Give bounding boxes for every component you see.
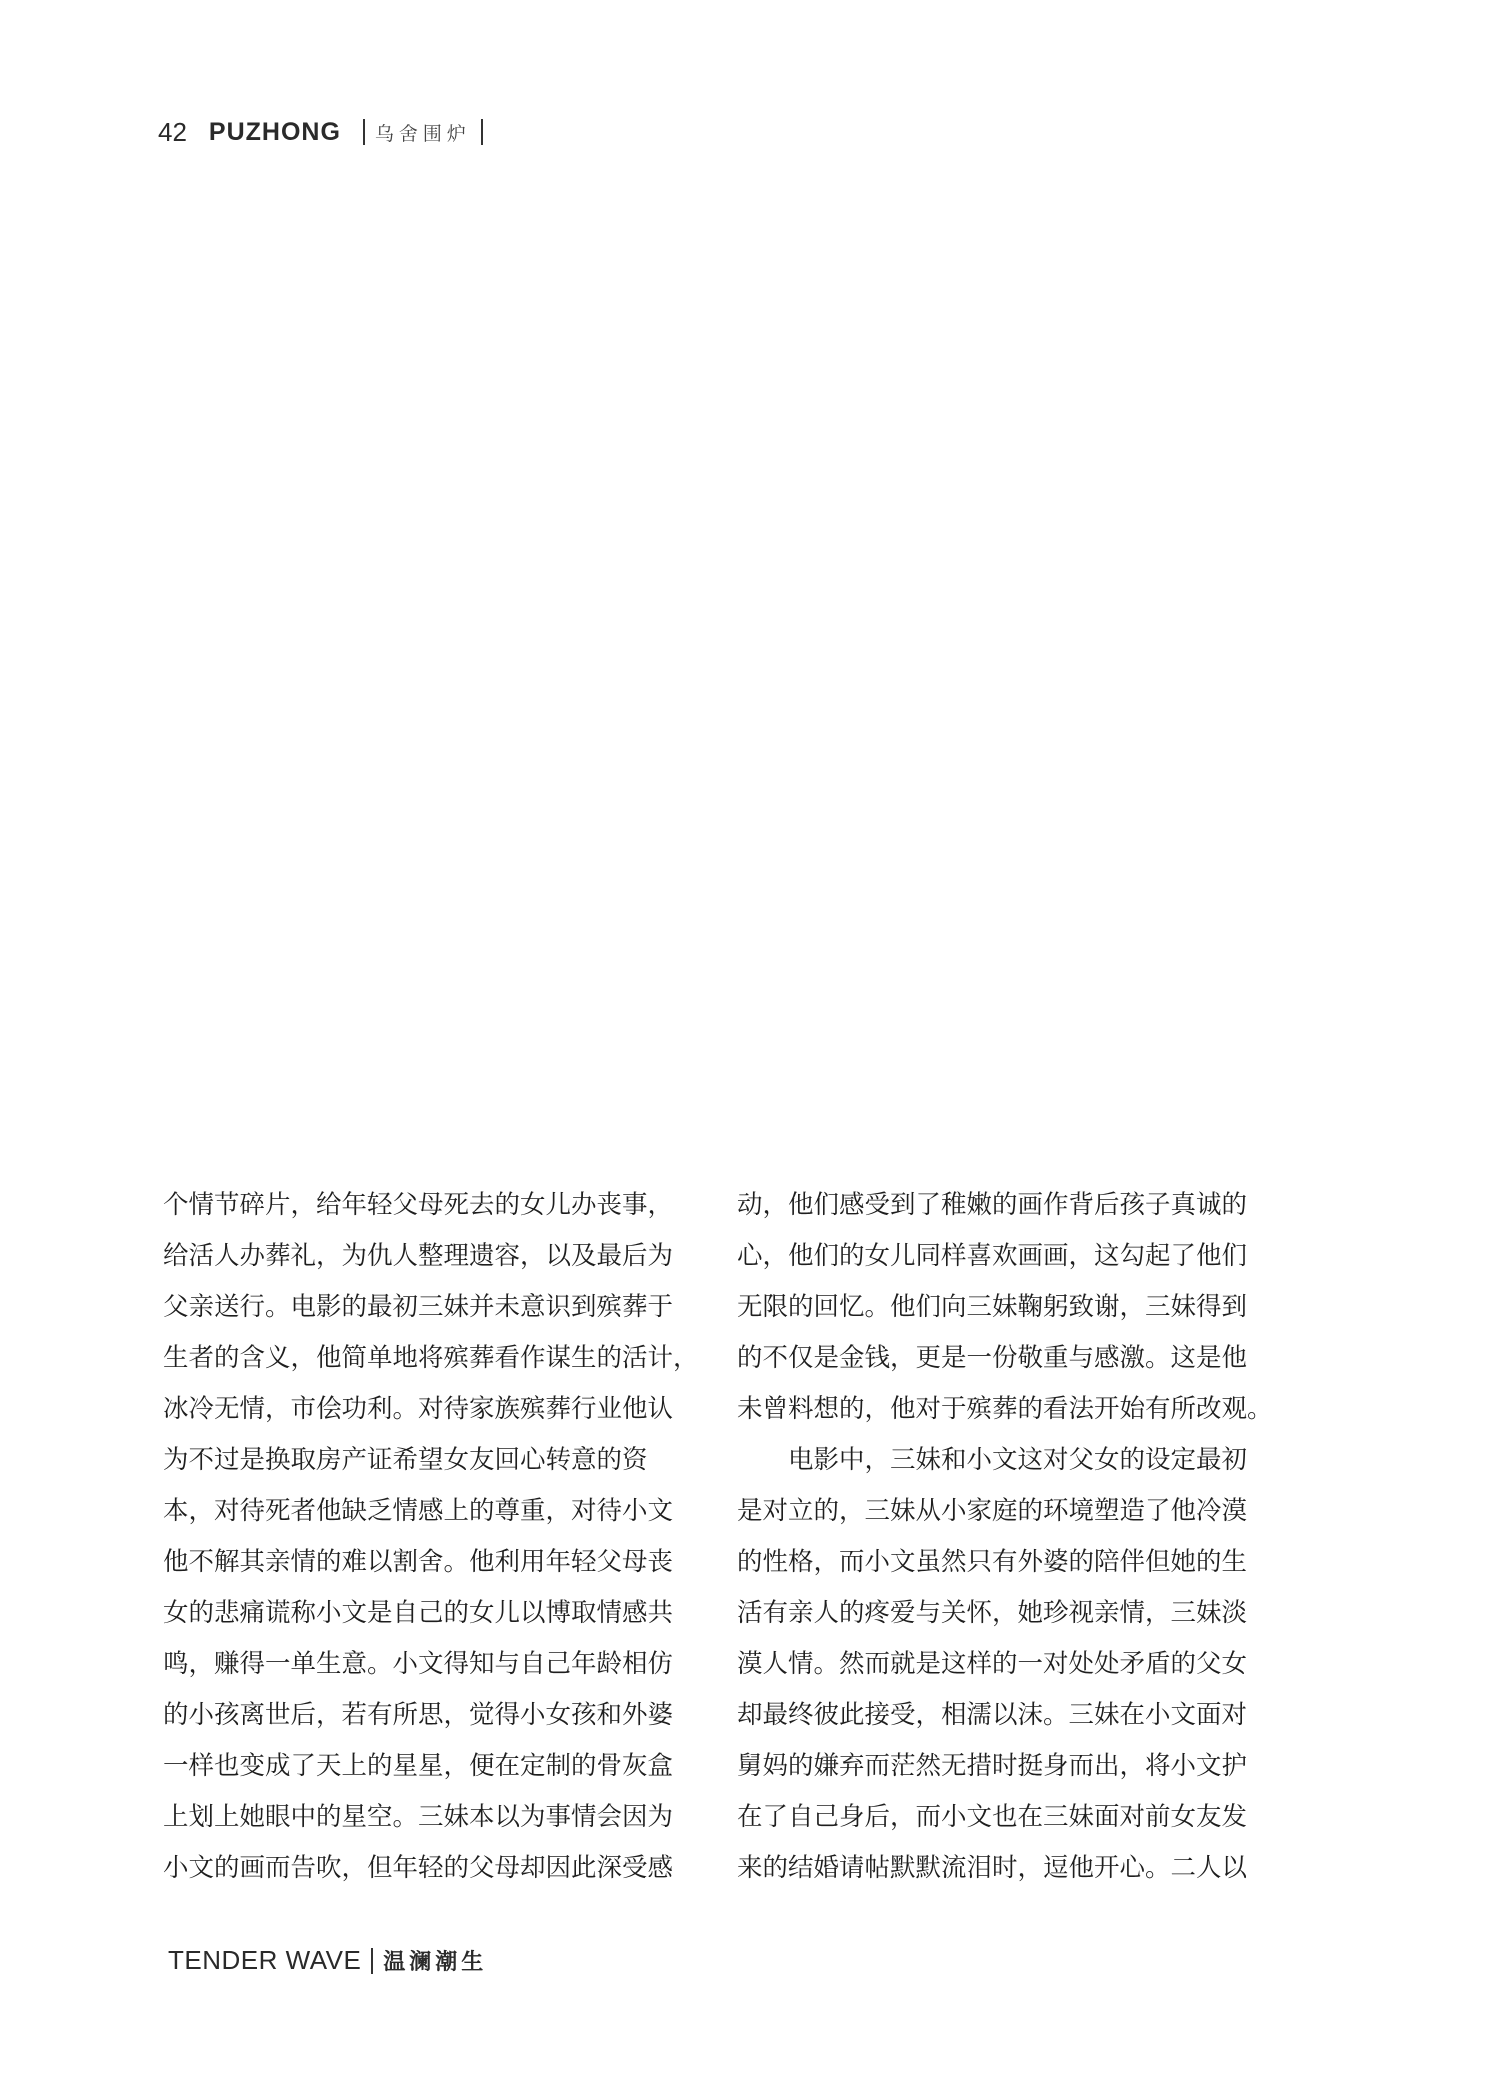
text-line: 个情节碎片，给年轻父母死去的女儿办丧事，	[163, 1190, 674, 1220]
text-line: 的性格，而小文虽然只有外婆的陪伴但她的生	[737, 1547, 1248, 1577]
text-line: 上划上她眼中的星空。三妹本以为事情会因为	[163, 1802, 674, 1832]
text-line: 未曾料想的，他对于殡葬的看法开始有所改观。	[737, 1394, 1273, 1424]
text-line: 的小孩离世后，若有所思，觉得小女孩和外婆	[163, 1700, 674, 1730]
text-line: 动，他们感受到了稚嫩的画作背后孩子真诚的	[737, 1190, 1248, 1220]
page-header	[158, 112, 493, 152]
blank-image-area	[158, 180, 1338, 1140]
text-line: 的不仅是金钱，更是一份敬重与感激。这是他	[737, 1343, 1248, 1373]
footer-chinese-title: 温澜潮生	[383, 1950, 488, 1975]
text-line: 无限的回忆。他们向三妹鞠躬致谢，三妹得到	[737, 1292, 1248, 1322]
text-line: 活有亲人的疼爱与关怀，她珍视亲情，三妹淡	[737, 1598, 1248, 1628]
page-number: 42	[158, 116, 187, 147]
text-line: 心，他们的女儿同样喜欢画画，这勾起了他们	[737, 1241, 1248, 1271]
section-title: 乌舍围炉	[374, 122, 471, 145]
text-line: 漠人情。然而就是这样的一对处处矛盾的父女	[737, 1649, 1248, 1679]
text-line: 本，对待死者他缺乏情感上的尊重，对待小文	[163, 1496, 674, 1526]
text-line: 舅妈的嫌弃而茫然无措时挺身而出，将小文护	[737, 1751, 1248, 1781]
text-line: 父亲送行。电影的最初三妹并未意识到殡葬于	[163, 1292, 674, 1322]
text-line: 给活人办葬礼，为仇人整理遗容，以及最后为	[163, 1241, 674, 1271]
text-line: 鸣，赚得一单生意。小文得知与自己年龄相仿	[163, 1649, 674, 1679]
divider	[371, 1948, 373, 1974]
text-line: 冰冷无情，市侩功利。对待家族殡葬行业他认	[163, 1394, 674, 1424]
text-line: 是对立的，三妹从小家庭的环境塑造了他冷漠	[737, 1496, 1248, 1526]
text-line: 在了自己身后，而小文也在三妹面对前女友发	[737, 1802, 1248, 1832]
text-column-right	[737, 1180, 1273, 1894]
text-line: 小文的画而告吹，但年轻的父母却因此深受感	[163, 1853, 674, 1883]
divider	[363, 119, 365, 145]
text-line: 为不过是换取房产证希望女友回心转意的资	[163, 1445, 648, 1475]
divider	[481, 119, 483, 145]
magazine-title: PUZHONG	[208, 117, 341, 146]
footer-english-title: TENDER WAVE	[168, 1945, 362, 1975]
text-line: 他不解其亲情的难以割舍。他利用年轻父母丧	[163, 1547, 674, 1577]
text-line: 生者的含义，他简单地将殡葬看作谋生的活计，	[163, 1343, 699, 1373]
page-footer	[168, 1945, 487, 1976]
paragraph-start-line: 电影中，三妹和小文这对父女的设定最初	[788, 1445, 1248, 1475]
text-line: 来的结婚请帖默默流泪时，逗他开心。二人以	[737, 1853, 1248, 1883]
text-line: 女的悲痛谎称小文是自己的女儿以博取情感共	[163, 1598, 674, 1628]
text-line: 一样也变成了天上的星星，便在定制的骨灰盒	[163, 1751, 674, 1781]
text-column-left	[163, 1180, 699, 1894]
text-line: 却最终彼此接受，相濡以沫。三妹在小文面对	[737, 1700, 1248, 1730]
